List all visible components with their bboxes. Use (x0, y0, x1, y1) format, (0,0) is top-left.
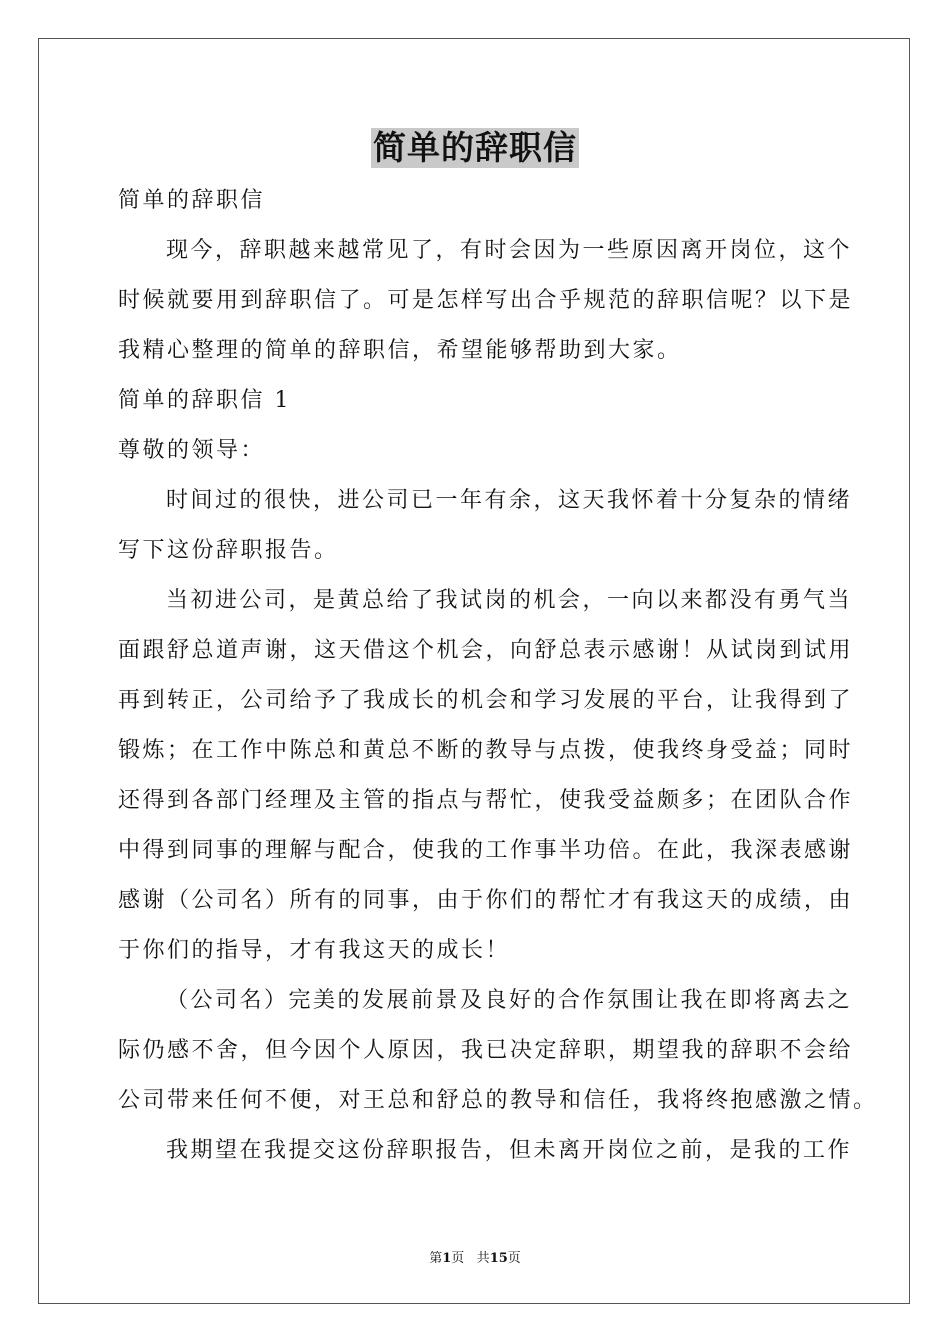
text-line: 我精心整理的简单的辞职信，希望能够帮助到大家。 (118, 338, 682, 363)
text-line: 简单的辞职信 (118, 188, 266, 213)
text-line: 我期望在我提交这份辞职报告，但未离开岗位之前，是我的工作 (166, 1138, 853, 1163)
text-line: 时候就要用到辞职信了。可是怎样写出合乎规范的辞职信呢？以下是 (118, 288, 854, 313)
total-pages-prefix: 共 (476, 1251, 490, 1266)
text-line: （公司名）完美的发展前景及良好的合作氛围让我在即将离去之 (166, 988, 853, 1013)
text-line: 简单的辞职信 1 (118, 388, 291, 413)
text-line: 还得到各部门经理及主管的指点与帮忙，使我受益颇多；在团队合作 (118, 788, 854, 813)
total-pages-suffix: 页 (507, 1251, 521, 1266)
document-body (118, 176, 878, 1176)
text-line: 感谢（公司名）所有的同事，由于你们的帮忙才有我这天的成绩，由 (118, 888, 854, 913)
text-line: 公司带来任何不便，对王总和舒总的教导和信任，我将终抱感激之情。 (118, 1088, 878, 1113)
text-line: 写下这份辞职报告。 (118, 538, 339, 563)
text-line: 际仍感不舍，但今因个人原因，我已决定辞职，期望我的辞职不会给 (118, 1038, 854, 1063)
text-line: 中得到同事的理解与配合，使我的工作事半功倍。在此，我深表感谢 (118, 838, 854, 863)
text-line: 尊敬的领导： (118, 438, 266, 463)
page-footer (0, 1247, 950, 1266)
text-line: 现今，辞职越来越常见了，有时会因为一些原因离开岗位，这个 (166, 238, 853, 263)
title-container (0, 128, 950, 168)
text-line: 于你们的指导，才有我这天的成长！ (118, 938, 511, 963)
text-line: 面跟舒总道声谢，这天借这个机会，向舒总表示感谢！从试岗到试用 (118, 638, 854, 663)
total-pages: 15 (489, 1251, 508, 1266)
page-number-prefix: 第 (429, 1251, 443, 1266)
text-line: 当初进公司，是黄总给了我试岗的机会，一向以来都没有勇气当 (166, 588, 853, 613)
page-number-suffix: 页 (451, 1251, 465, 1266)
page-number: 1 (442, 1251, 452, 1266)
text-line: 时间过的很快，进公司已一年有余，这天我怀着十分复杂的情绪 (166, 488, 853, 513)
text-line: 锻炼；在工作中陈总和黄总不断的教导与点拨，使我终身受益；同时 (118, 738, 854, 763)
text-line: 再到转正，公司给予了我成长的机会和学习发展的平台，让我得到了 (118, 688, 854, 713)
document-title: 简单的辞职信 (373, 128, 577, 167)
